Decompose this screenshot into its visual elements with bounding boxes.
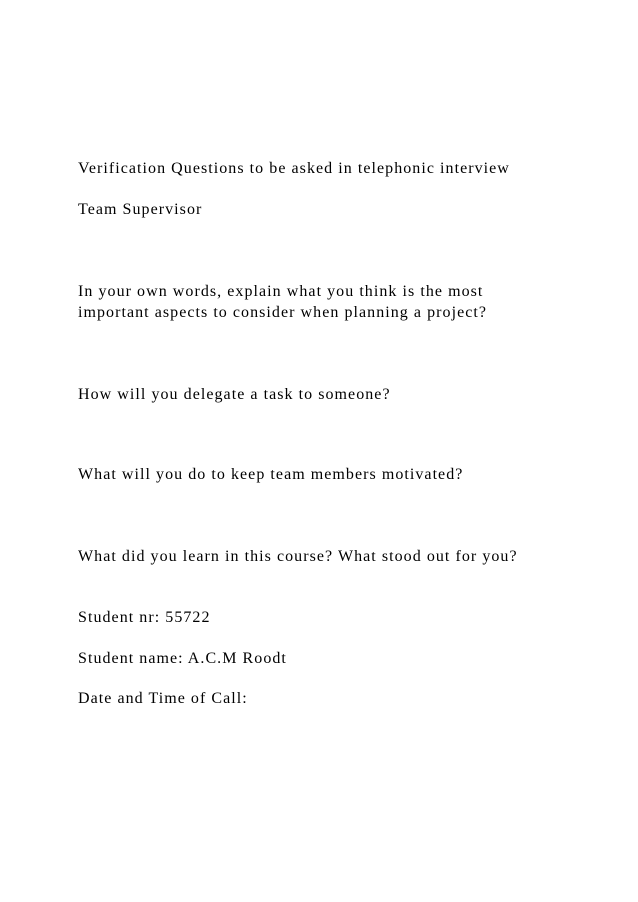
question-3: What will you do to keep team members motivated?: [78, 466, 464, 483]
document-title: Verification Questions to be asked in telephonic interview: [78, 160, 510, 177]
document-subtitle: Team Supervisor: [78, 201, 203, 218]
student-number: Student nr: 55722: [78, 609, 211, 626]
student-name: Student name: A.C.M Roodt: [78, 650, 287, 667]
question-2: How will you delegate a task to someone?: [78, 386, 391, 403]
date-and-time-of-call: Date and Time of Call:: [78, 690, 248, 707]
question-1-line-1: In your own words, explain what you think is the most: [78, 283, 484, 300]
question-1-line-2: important aspects to consider when planning a project?: [78, 304, 488, 321]
question-4: What did you learn in this course? What stood out for you?: [78, 548, 518, 565]
